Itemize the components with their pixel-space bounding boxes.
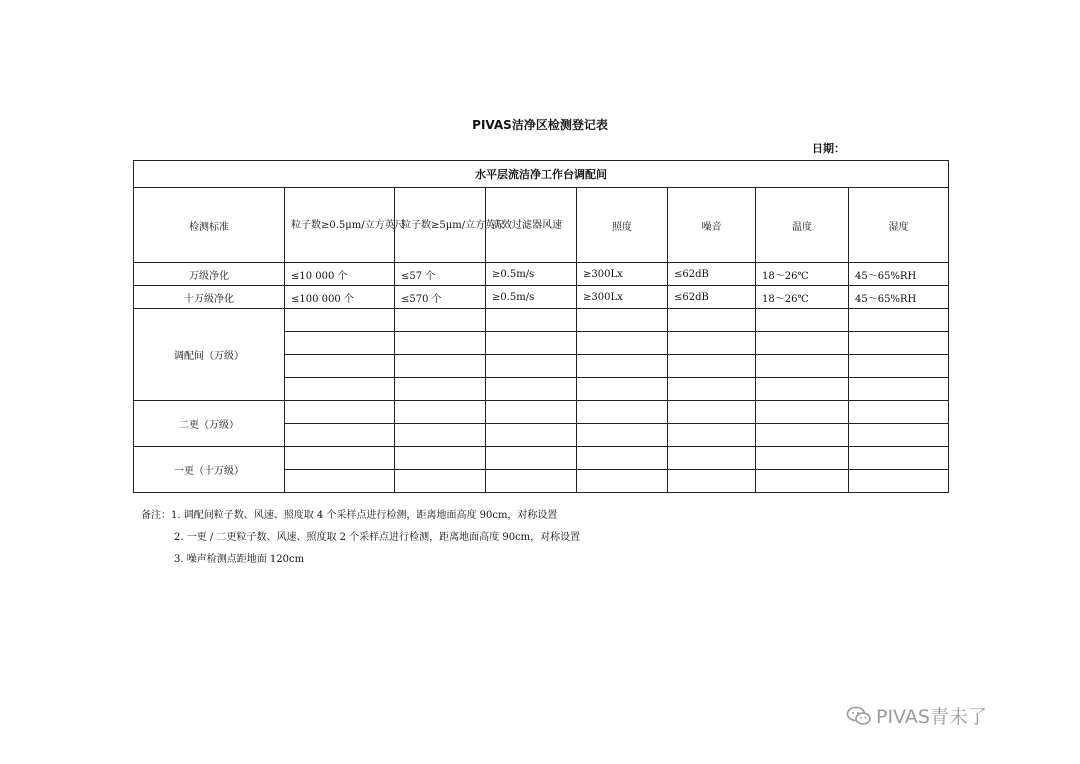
record-cell[interactable] [577, 447, 668, 470]
record-cell[interactable] [486, 378, 577, 401]
record-group-label: 调配间（万级） [134, 309, 285, 401]
col-header-particles-05: 粒子数≥0.5μm/立方英尺 [285, 188, 395, 263]
record-cell[interactable] [756, 378, 849, 401]
col-header-noise: 噪音 [668, 188, 756, 263]
record-cell[interactable] [395, 378, 486, 401]
standard-value: ≤62dB [668, 286, 756, 309]
date-label: 日期： [812, 142, 845, 155]
note-line-2: 2. 一更 / 二更粒子数、风速、照度取 2 个采样点进行检测，距离地面高度 90cm，对称设置 [174, 532, 581, 543]
record-cell[interactable] [285, 355, 395, 378]
record-row [134, 447, 949, 470]
record-cell[interactable] [756, 447, 849, 470]
record-cell[interactable] [756, 355, 849, 378]
standard-value: ≥300Lx [577, 286, 668, 309]
record-cell[interactable] [285, 424, 395, 447]
standard-value: ≥0.5m/s [486, 286, 577, 309]
note-line-3: 3. 噪声检测点距地面 120cm [174, 554, 305, 565]
record-cell[interactable] [486, 355, 577, 378]
record-cell[interactable] [285, 378, 395, 401]
standard-value: ≤570 个 [395, 286, 486, 309]
page-title: PIVAS洁净区检测登记表 [472, 118, 608, 132]
record-cell[interactable] [285, 470, 395, 493]
record-group-label: 二更（万级） [134, 401, 285, 447]
col-header-illuminance: 照度 [577, 188, 668, 263]
standard-value: ≥0.5m/s [486, 263, 577, 286]
record-row [134, 309, 949, 332]
record-cell[interactable] [849, 309, 949, 332]
record-cell[interactable] [849, 401, 949, 424]
record-cell[interactable] [285, 332, 395, 355]
record-cell[interactable] [395, 355, 486, 378]
standard-row [134, 263, 949, 286]
standard-value: ≤10 000 个 [285, 263, 395, 286]
record-cell[interactable] [395, 470, 486, 493]
inspection-table [133, 160, 949, 493]
record-cell[interactable] [668, 424, 756, 447]
standard-value: ≥300Lx [577, 263, 668, 286]
record-cell[interactable] [849, 470, 949, 493]
record-cell[interactable] [668, 401, 756, 424]
record-group-label: 一更（十万级） [134, 447, 285, 493]
standard-row [134, 286, 949, 309]
standard-value: ≤100 000 个 [285, 286, 395, 309]
record-cell[interactable] [486, 424, 577, 447]
col-header-filter-speed: 高效过滤器风速 [486, 188, 577, 263]
record-cell[interactable] [577, 401, 668, 424]
standard-value: ≤57 个 [395, 263, 486, 286]
header-row [134, 188, 949, 263]
record-cell[interactable] [486, 401, 577, 424]
watermark [846, 702, 987, 729]
col-header-humidity: 湿度 [849, 188, 949, 263]
record-cell[interactable] [668, 309, 756, 332]
notes [141, 505, 580, 571]
record-cell[interactable] [849, 447, 949, 470]
record-cell[interactable] [756, 424, 849, 447]
record-row [134, 401, 949, 424]
record-cell[interactable] [577, 355, 668, 378]
record-cell[interactable] [849, 424, 949, 447]
record-cell[interactable] [577, 470, 668, 493]
record-cell[interactable] [577, 424, 668, 447]
record-cell[interactable] [395, 424, 486, 447]
watermark-text: PIVAS青未了 [876, 706, 987, 728]
standard-value: 18～26℃ [756, 263, 849, 286]
record-cell[interactable] [756, 470, 849, 493]
record-cell[interactable] [285, 401, 395, 424]
standard-label: 十万级净化 [134, 286, 285, 309]
record-cell[interactable] [395, 309, 486, 332]
standard-value: 45～65%RH [849, 263, 949, 286]
standard-value: ≤62dB [668, 263, 756, 286]
standard-value: 45～65%RH [849, 286, 949, 309]
record-cell[interactable] [285, 309, 395, 332]
record-cell[interactable] [756, 401, 849, 424]
record-cell[interactable] [756, 332, 849, 355]
record-cell[interactable] [395, 447, 486, 470]
record-cell[interactable] [668, 447, 756, 470]
record-cell[interactable] [395, 332, 486, 355]
col-header-temperature: 温度 [756, 188, 849, 263]
record-cell[interactable] [486, 332, 577, 355]
record-cell[interactable] [577, 332, 668, 355]
standard-label: 万级净化 [134, 263, 285, 286]
note-line-1: 备注：1. 调配间粒子数、风速、照度取 4 个采样点进行检测，距离地面高度 90cm，对称设置 [141, 510, 558, 521]
col-header-standard: 检测标准 [134, 188, 285, 263]
record-cell[interactable] [668, 378, 756, 401]
record-cell[interactable] [668, 470, 756, 493]
record-cell[interactable] [486, 470, 577, 493]
record-cell[interactable] [849, 378, 949, 401]
record-cell[interactable] [756, 309, 849, 332]
record-cell[interactable] [668, 332, 756, 355]
record-cell[interactable] [849, 332, 949, 355]
record-cell[interactable] [285, 447, 395, 470]
wechat-icon [846, 706, 872, 726]
record-cell[interactable] [486, 447, 577, 470]
record-cell[interactable] [486, 309, 577, 332]
table-banner: 水平层流洁净工作台调配间 [134, 161, 949, 188]
record-cell[interactable] [577, 378, 668, 401]
record-cell[interactable] [849, 355, 949, 378]
record-cell[interactable] [395, 401, 486, 424]
standard-value: 18～26℃ [756, 286, 849, 309]
record-cell[interactable] [668, 355, 756, 378]
col-header-particles-5: 粒子数≥5μm/立方英尺 [395, 188, 486, 263]
record-cell[interactable] [577, 309, 668, 332]
